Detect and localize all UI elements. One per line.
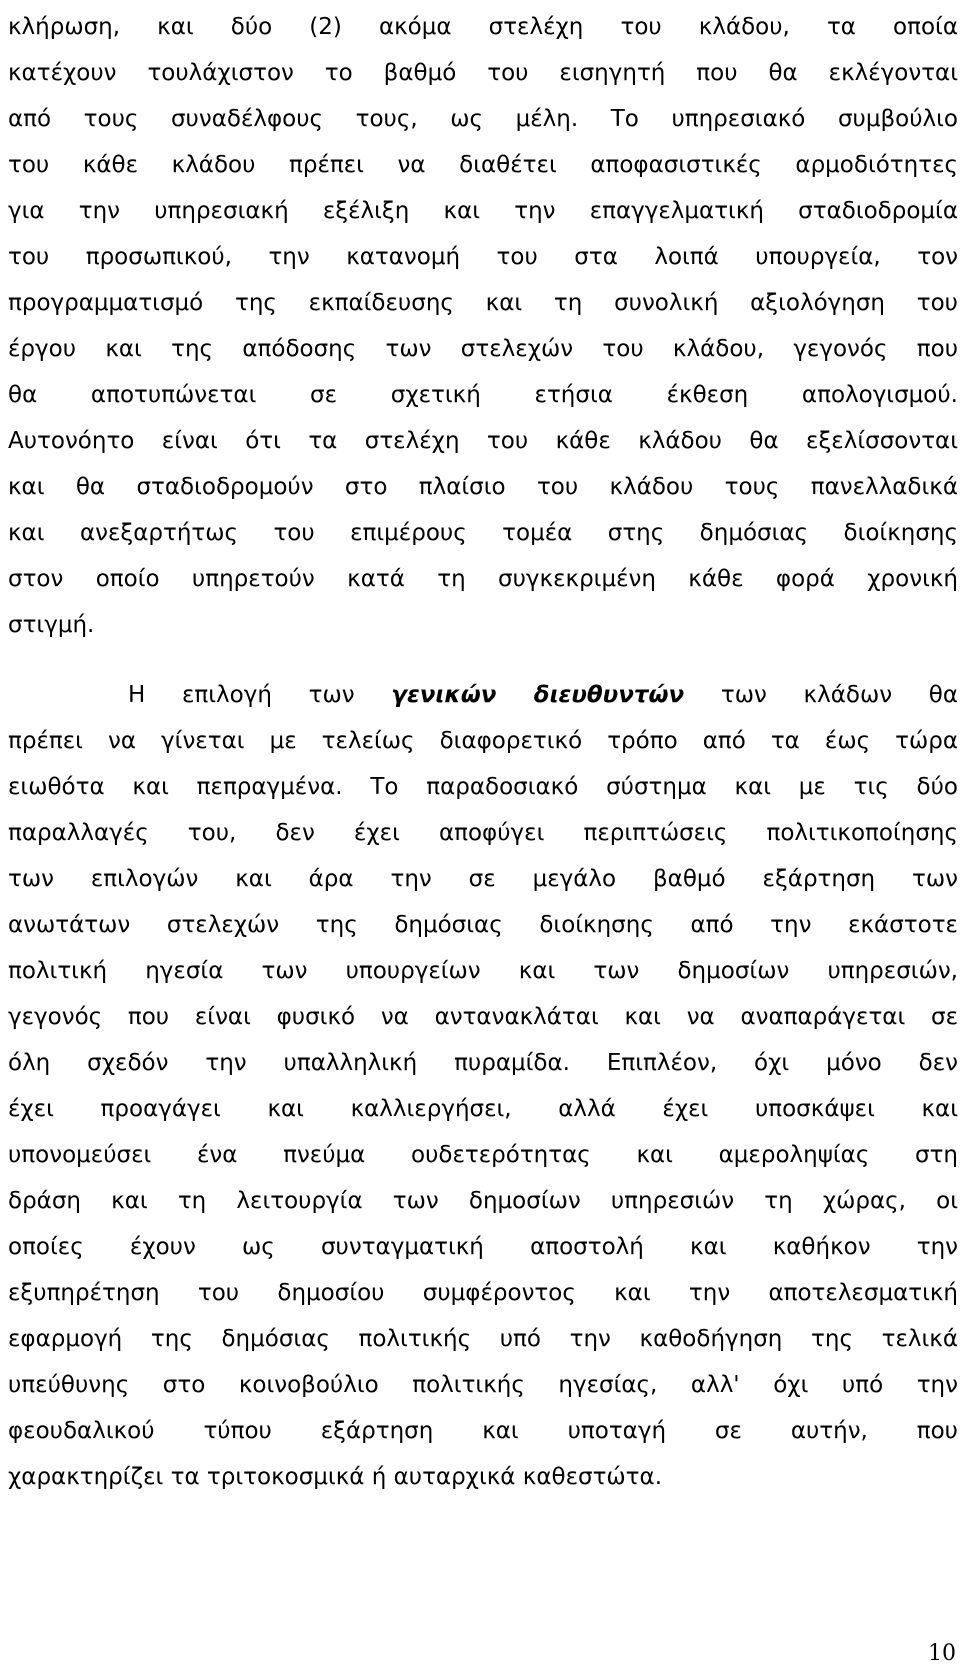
text-line: στον οποίο υπηρετούν κατά τη συγκεκριμένη κάθε φορά χρονική <box>8 566 958 592</box>
text-line: γεγονός που είναι φυσικό να αντανακλάται και να αναπαράγεται σε <box>8 1004 958 1030</box>
text-line: εφαρμογή της δημόσιας πολιτικής υπό την καθοδήγηση της τελικά <box>8 1326 958 1352</box>
text-line: των επιλογών και άρα την σε μεγάλο βαθμό εξάρτηση των <box>8 866 958 892</box>
text-line: πολιτική ηγεσία των υπουργείων και των δημοσίων υπηρεσιών, <box>8 958 958 984</box>
text-line: υπονομεύσει ένα πνεύμα ουδετερότητας και αμεροληψίας στη <box>8 1142 958 1168</box>
text-line: έχει προαγάγει και καλλιεργήσει, αλλά έχει υποσκάψει και <box>8 1096 958 1122</box>
text-line: έργου και της απόδοσης των στελεχών του κλάδου, γεγονός που <box>8 336 958 362</box>
text-line: δράση και τη λειτουργία των δημοσίων υπηρεσιών τη χώρας, οι <box>8 1188 958 1214</box>
text-line: θα αποτυπώνεται σε σχετική ετήσια έκθεση απολογισμού. <box>8 382 958 408</box>
text-line: κλήρωση, και δύο (2) ακόμα στελέχη του κλάδου, τα οποία <box>8 14 958 40</box>
text-line: όλη σχεδόν την υπαλληλική πυραμίδα. Επιπλέον, όχι μόνο δεν <box>8 1050 958 1076</box>
text-line: από τους συναδέλφους τους, ως μέλη. Το υπηρεσιακό συμβούλιο <box>8 106 958 132</box>
text-line: του προσωπικού, την κατανομή του στα λοιπά υπουργεία, τον <box>8 244 958 270</box>
emphasis-text: γενικών διευθυντών <box>391 682 685 708</box>
text-line: χαρακτηρίζει τα τριτοκοσμικά ή αυταρχικά καθεστώτα. <box>8 1464 663 1490</box>
page-number: 10 <box>928 1641 956 1666</box>
text-line: κατέχουν τουλάχιστον το βαθμό του εισηγητή που θα εκλέγονται <box>8 60 958 86</box>
text-segment: των κλάδων θα <box>720 682 958 708</box>
text-line: πρέπει να γίνεται με τελείως διαφορετικό τρόπο από τα έως τώρα <box>8 728 958 754</box>
text-line: υπεύθυνης στο κοινοβούλιο πολιτικής ηγεσίας, αλλ' όχι υπό την <box>8 1372 958 1398</box>
text-line: εξυπηρέτηση του δημοσίου συμφέροντος και την αποτελεσματική <box>8 1280 958 1306</box>
text-line: ανωτάτων στελεχών της δημόσιας διοίκησης από την εκάστοτε <box>8 912 958 938</box>
text-line: στιγμή. <box>8 612 95 638</box>
text-line: του κάθε κλάδου πρέπει να διαθέτει αποφασιστικές αρμοδιότητες <box>8 152 958 178</box>
text-line: Αυτονόητο είναι ότι τα στελέχη του κάθε κλάδου θα εξελίσσονται <box>8 428 958 454</box>
text-line: φεουδαλικού τύπου εξάρτηση και υποταγή σε αυτήν, που <box>8 1418 958 1444</box>
text-line: ειωθότα και πεπραγμένα. Το παραδοσιακό σύστημα και με τις δύο <box>8 774 958 800</box>
text-segment: Η επιλογή των <box>128 682 355 708</box>
text-line: παραλλαγές του, δεν έχει αποφύγει περιπτώσεις πολιτικοποίησης <box>8 820 958 846</box>
text-line: οποίες έχουν ως συνταγματική αποστολή και καθήκον την <box>8 1234 958 1260</box>
text-line: για την υπηρεσιακή εξέλιξη και την επαγγελματική σταδιοδρομία <box>8 198 958 224</box>
text-line: προγραμματισμό της εκπαίδευσης και τη συνολική αξιολόγηση του <box>8 290 958 316</box>
paragraph-first-line <box>128 672 958 718</box>
text-line: και θα σταδιοδρομούν στο πλαίσιο του κλάδου τους πανελλαδικά <box>8 474 958 500</box>
text-line: και ανεξαρτήτως του επιμέρους τομέα στης δημόσιας διοίκησης <box>8 520 958 546</box>
